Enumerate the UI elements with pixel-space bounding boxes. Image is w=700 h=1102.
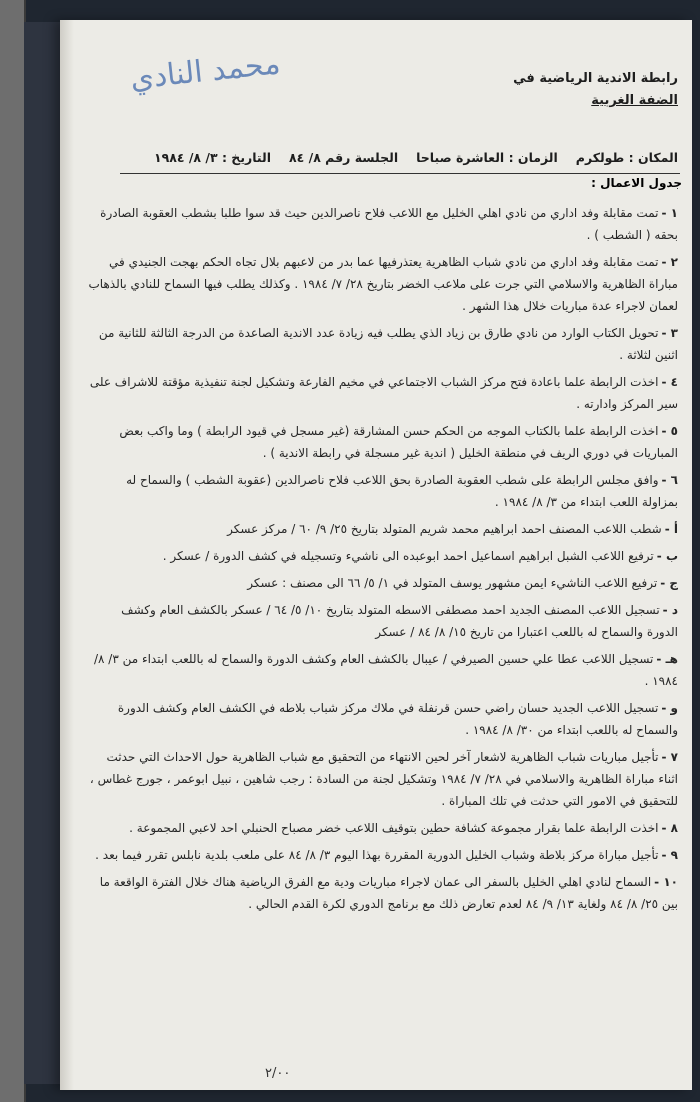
agenda-item <box>88 871 678 915</box>
item-marker: ٣ - <box>661 326 678 340</box>
item-marker: ٨ - <box>661 821 678 835</box>
page-number: ٢/٠٠ <box>265 1066 291 1081</box>
item-marker: هـ - <box>656 652 678 666</box>
item-marker: أ - <box>664 522 678 536</box>
item-text: تسجيل اللاعب عطا علي حسين الصيرفي / عيبال بالكشف العام وكشف الدورة والسماح له باللعب ابتداء من ٣/ ٨/ ١٩٨٤ . <box>93 652 678 688</box>
item-text: تسجيل اللاعب الجديد حسان راضي حسن قرنفلة في ملاك مركز شباب بلاطه في الكشف العام وكشف الدورة والسماح له باللعب ابتداء من ٣٠/ ٨/ ١٩٨٤ . <box>117 701 678 737</box>
item-marker: و - <box>661 701 678 715</box>
agenda-item <box>88 599 678 643</box>
meta-session: الجلسة رقم ٨/ ٨٤ <box>289 150 399 165</box>
agenda-item <box>88 322 678 366</box>
item-marker: ج - <box>660 576 678 590</box>
item-text: ترفيع اللاعب الناشيء ايمن مشهور يوسف المتولد في ١/ ٥/ ٦٦ الى مصنف : عسكر <box>247 576 658 590</box>
agenda-item <box>88 817 678 839</box>
meeting-meta <box>88 150 678 165</box>
item-marker: ٩ - <box>661 848 678 862</box>
agenda-item <box>88 844 678 866</box>
item-marker: د - <box>662 603 678 617</box>
agenda-item <box>88 545 678 567</box>
meta-place: المكان : طولكرم <box>575 150 678 165</box>
meta-time: الزمان : العاشرة صباحا <box>416 150 558 165</box>
item-marker: ١ - <box>661 206 678 220</box>
agenda-item <box>88 371 678 415</box>
item-text: وافق مجلس الرابطة على شطب العقوبة الصادرة بحق اللاعب فلاح ناصرالدين (عقوبة الشطب ) والسماح له بمزاولة اللعب ابتداء من ٣/ ٨/ ١٩٨٤ . <box>126 473 678 509</box>
agenda-label: جدول الاعمال : <box>591 176 682 190</box>
agenda-item <box>88 648 678 692</box>
agenda-item <box>88 420 678 464</box>
letterhead-line-2: الضفة الغربية <box>591 93 678 108</box>
meta-date: التاريخ : ٣/ ٨/ ١٩٨٤ <box>153 150 271 165</box>
agenda-item <box>88 202 678 246</box>
item-text: ترفيع اللاعب الشبل ابراهيم اسماعيل احمد ابوعبده الى ناشيء وتسجيله في كشف الدورة / عسكر . <box>162 549 654 563</box>
binder-edge <box>0 0 26 1102</box>
item-marker: ١٠ - <box>654 875 678 889</box>
item-marker: ٧ - <box>661 750 678 764</box>
item-marker: ٤ - <box>661 375 678 389</box>
letterhead-line-1: رابطة الاندية الرياضية في <box>513 71 678 86</box>
agenda-item <box>88 251 678 317</box>
item-text: تمت مقابلة وفد اداري من نادي شباب الظاهرية يعتذرفيها عما بدر من لاعبهم بلال تجاه الحكم بهجت الجنيدي في مباراة الظاهرية والاسلامي التي جرت على ملاعب الخضر بتاريخ ٢٨/ ٧/ ١٩٨٤ . وكذلك يطلب فيها السماح للنادي بالذهاب لعمان لاجراء عدة مباريات خلال هذا الشهر . <box>88 255 678 313</box>
item-text: تأجيل مباريات شباب الظاهرية لاشعار آخر لحين الانتهاء من التحقيق مع شباب الظاهرية حول الاحداث التي حدثت اثناء مباراة الظاهرية والاسلامي في ٢٨/ ٧/ ١٩٨٤ وتشكيل لجنة من السادة : رجب شاهين ، نبيل ابوعمر ، جورج غطاس ، للتحقيق في الامور التي حدثت في تلك المباراة . <box>89 750 678 808</box>
item-marker: ب - <box>656 549 678 563</box>
letterhead <box>513 68 678 112</box>
handwritten-signature: محمد النادي <box>128 46 282 97</box>
item-marker: ٢ - <box>661 255 678 269</box>
item-text: اخذت الرابطة علما باعادة فتح مركز الشباب الاجتماعي في مخيم الفارعة وتشكيل لجنة تنفيذية مؤقتة للاشراف على سير المركز وادارته . <box>89 375 678 411</box>
document-page <box>60 20 692 1090</box>
item-text: اخذت الرابطة علما بالكتاب الموجه من الحكم حسن المشارقة (غير مسجل في قيود الرابطة ) وما واكب بعض المباريات في دوري الريف في منطقة الخليل ( اندية غير مسجلة في رابطة الاندية ) . <box>119 424 678 460</box>
agenda-item <box>88 572 678 594</box>
agenda-item <box>88 469 678 513</box>
item-marker: ٦ - <box>661 473 678 487</box>
item-text: تحويل الكتاب الوارد من نادي طارق بن زياد الذي يطلب فيه زيادة عدد الاندية الصاعدة من الدرجة الثالثة للثانية من اثنين لثلاثة . <box>98 326 678 362</box>
agenda-item <box>88 697 678 741</box>
item-text: اخذت الرابطة علما بقرار مجموعة كشافة حطين بتوقيف اللاعب خضر مصباح الحنبلي احد لاعبي المجموعة . <box>129 821 659 835</box>
item-text: شطب اللاعب المصنف احمد ابراهيم محمد شريم المتولد بتاريخ ٢٥/ ٩/ ٦٠ / مركز عسكر <box>227 522 662 536</box>
item-text: السماح لنادي اهلي الخليل بالسفر الى عمان لاجراء مباريات ودية مع الفرق الرياضية هناك خلال الفترة الواقعة ما بين ٢٥/ ٨/ ٨٤ ولغاية ١٣/ ٩/ ٨٤ لعدم تعارض ذلك مع برنامج الدوري لكرة القدم الحالي . <box>99 875 678 911</box>
item-text: تمت مقابلة وفد اداري من نادي اهلي الخليل مع اللاعب فلاح ناصرالدين حيث قد سوا طلبا بشطب العقوبة الصادرة بحقه ( الشطب ) . <box>100 206 678 242</box>
agenda-item <box>88 518 678 540</box>
item-text: تسجيل اللاعب المصنف الجديد احمد مصطفى الاسطه المتولد بتاريخ ١٠/ ٥/ ٦٤ / عسكر بالكشف العام وكشف الدورة والسماح له باللعب اعتبارا من تاريخ ١٥/ ٨/ ٨٤ / عسكر <box>121 603 678 639</box>
header-rule <box>120 173 680 174</box>
item-text: تأجيل مباراة مركز بلاطة وشباب الخليل الدورية المقررة بهذا اليوم ٣/ ٨/ ٨٤ على ملعب بلدية نابلس تقرر فيما بعد . <box>95 848 659 862</box>
agenda-item <box>88 746 678 812</box>
item-marker: ٥ - <box>661 424 678 438</box>
agenda-items <box>88 202 678 920</box>
